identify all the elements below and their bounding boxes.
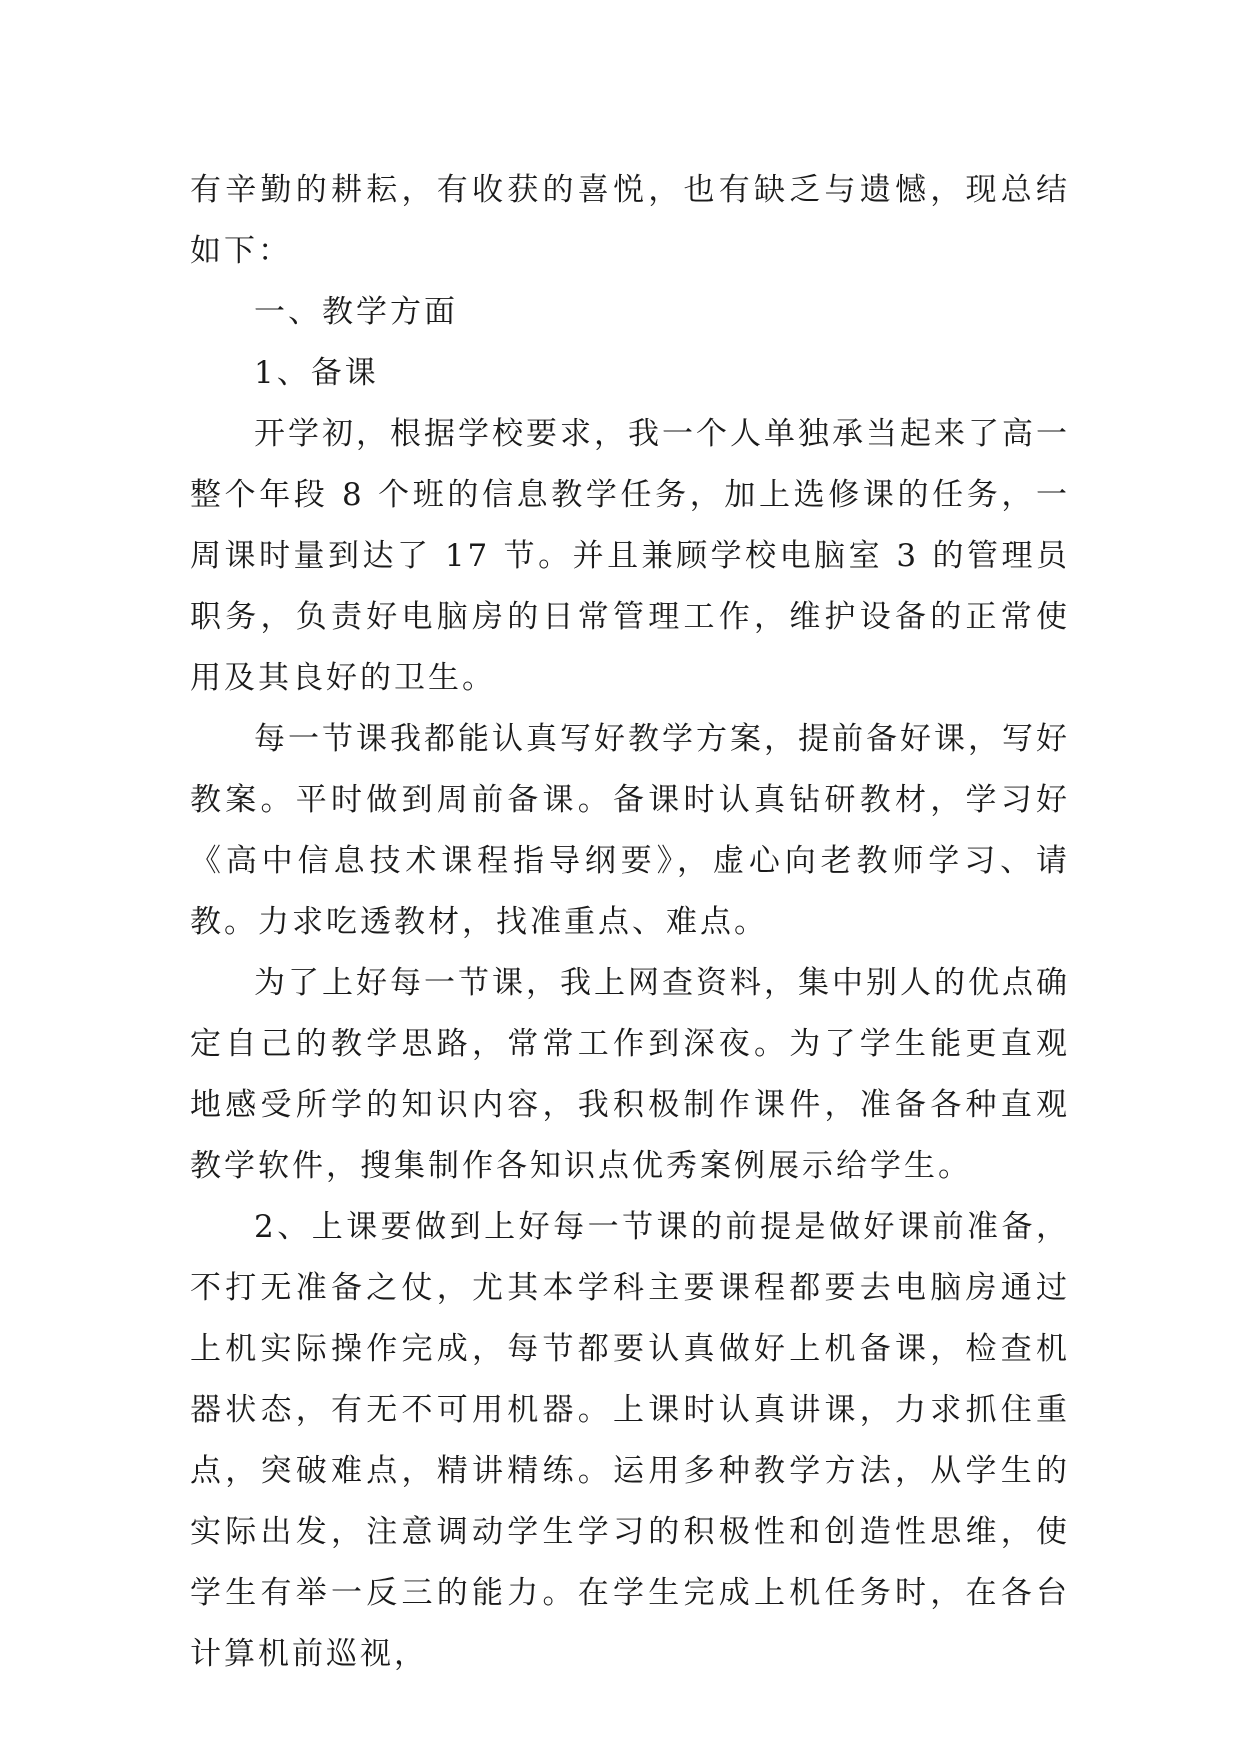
paragraph-research: 为了上好每一节课，我上网查资料，集中别人的优点确定自己的教学思路，常常工作到深夜。为了学生能更直观地感受所学的知识内容，我积极制作课件，准备各种直观教学软件，搜集制作各知识点优秀案例展示给学生。 — [190, 965, 1070, 1184]
subheading-lesson-prep: 1、备课 — [254, 355, 379, 391]
paragraph-class-teaching: 2、上课要做到上好每一节课的前提是做好课前准备，不打无准备之仗，尤其本学科主要课程都要去电脑房通过上机实际操作完成，每节都要认真做好上机备课，检查机器状态，有无不可用机器。上课时认真讲课，力求抓住重点，突破难点，精讲精练。运用多种教学方法，从学生的实际出发，注意调动学生学习的积极性和创造性思维，使学生有举一反三的能力。在学生完成上机任务时，在各台计算机前巡视， — [190, 1209, 1070, 1672]
paragraph-intro: 有辛勤的耕耘，有收获的喜悦，也有缺乏与遗憾，现总结如下： — [190, 172, 1070, 269]
heading-teaching: 一、教学方面 — [254, 294, 458, 330]
paragraph-lesson-plans: 每一节课我都能认真写好教学方案，提前备好课，写好教案。平时做到周前备课。备课时认真钻研教材，学习好《高中信息技术课程指导纲要》，虚心向老教师学习、请教。力求吃透教材，找准重点、难点。 — [190, 721, 1070, 940]
paragraph-semester-start: 开学初，根据学校要求，我一个人单独承当起来了高一整个年段 8 个班的信息教学任务，加上选修课的任务，一周课时量到达了 17 节。并且兼顾学校电脑室 3 的管理员职务，负责好电脑房的日常管理工作，维护设备的正常使用及其良好的卫生。 — [190, 416, 1070, 696]
document-body — [190, 160, 1070, 1685]
